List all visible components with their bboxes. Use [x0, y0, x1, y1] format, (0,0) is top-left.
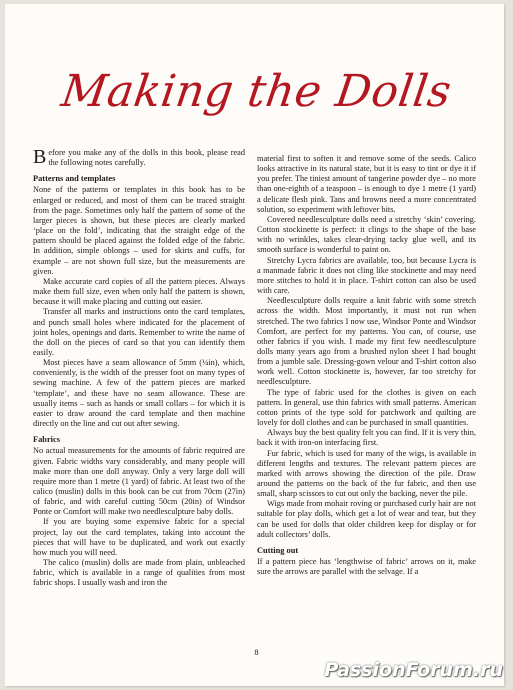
paragraph: Make accurate card copies of all the pattern pieces. Always make them full size, even when only half the pattern is shown, because it will make placing and cutting out easier.	[33, 276, 245, 307]
paragraph: If a pattern piece has ‘lengthwise of fabric’ arrows on it, make sure the arrows are parallel with the selvage. If a	[257, 557, 476, 577]
page-title: Making the Dolls	[58, 66, 455, 117]
watermark-logo: PassionForum.ru	[324, 659, 503, 681]
paragraph: Most pieces have a seam allowance of 5mm (¼in), which, conveniently, is the width of the presser foot on many types of sewing machine. A few of the pattern pieces are marked ‘template’, and these have no seam allowance. These are usually items – such as hands or small collars – for which it is easier to draw around the card template and then machine directly on the line and cut out after sewing.	[33, 358, 245, 429]
intro-paragraph: Before you make any of the dolls in this book, please read the following notes carefully.	[33, 146, 245, 168]
paragraph: Covered needlesculpture dolls need a stretchy ‘skin’ covering. Cotton stockinette is perfect: it clings to the shape of the base with no wrinkles, takes clear-drying tacky glue well, and its smooth surface is wonderful to paint on.	[257, 214, 476, 255]
paragraph: Wigs made from mohair roving or purchased curly hair are not suitable for play dolls, which get a lot of wear and tear, but they can be used for dolls that older children keep for display or for adult collectors’ dolls.	[257, 499, 476, 539]
heading-cutting-out: Cutting out	[257, 545, 299, 555]
paragraph: material first to soften it and remove some of the seeds. Calico looks attractive in its natural state, but it is easy to tint or dye it if you prefer. The tiniest amount of tangerine powder dye – no more than one-eighth of a teaspoon – is enough to dye 1 metre (1 yard) a delicate flesh pink. Tans and browns need a more concentrated solution, so experiment with leftover bits.	[257, 154, 476, 214]
drop-cap: B	[33, 146, 47, 168]
paragraph: Stretchy Lycra fabrics are available, too, but because Lycra is a manmade fabric it does not cling like stockinette and may need more stitches to hold it in place. T-shirt cotton can also be used with care.	[257, 255, 476, 296]
right-column	[257, 154, 476, 577]
paragraph: Always buy the best quality felt you can find. If it is very thin, back it with iron-on interfacing first.	[257, 428, 476, 448]
paragraph: If you are buying some expensive fabric for a special project, lay out the card templates, taking into account the pieces that will have to be duplicated, and work out exactly how much you will need.	[33, 517, 245, 557]
paragraph: No actual measurements for the amounts of fabric required are given. Fabric widths vary considerably, and many people will make more than one doll anyway. Only a very large doll will require more than 1 metre (1 yard) of fabric. At least two of the calico (muslin) dolls in this book can be cut from 70cm (27in) of fabric, and with careful cutting 50cm (20in) of Windsor Ponte or Comfort will make two needlesculpture baby dolls.	[33, 446, 245, 517]
heading-fabrics: Fabrics	[33, 435, 60, 445]
page-number: 8	[254, 647, 259, 657]
paragraph: The calico (muslin) dolls are made from plain, unbleached fabric, which is available in a range of qualities from most fabric shops. I usually wash and iron the	[33, 558, 245, 588]
paragraph: Fur fabric, which is used for many of the wigs, is available in different lengths and textures. The relevant pattern pieces are marked with arrows showing the direction of the pile. Draw around the patterns on the back of the fur fabric, and then use small, sharp scissors to cut out only the backing, never the pile.	[257, 448, 476, 499]
paragraph: None of the patterns or templates in this book has to be enlarged or reduced, and most of them can be traced straight from the page. Sometimes only half the pattern of some of the larger pieces is shown, but these pieces are clearly marked ‘place on the fold’, indicating that the straight edge of the pattern should be placed against the folded edge of the fabric. In addition, simple oblongs – used for skirts and cuffs, for example – are not shown full size, but the measurements are given.	[33, 185, 245, 276]
paragraph: The type of fabric used for the clothes is given on each pattern. In general, use thin fabrics with small patterns. American cotton prints of the type sold for patchwork and quilting are lovely for doll clothes and can be purchased in small quantities.	[257, 387, 476, 428]
paragraph: Needlesculpture dolls require a knit fabric with some stretch across the width. Most importantly, it must not run when stretched. The two fabrics I now use, Windsor Ponte and Windsor Comfort, are perfect for my patterns. You can, of course, use other fabrics if you wish. I made my first few needlesculpture dolls many years ago from a brushed nylon sheet I had bought from a jumble sale. Dressing-gown velour and T-shirt cotton also work well. Cotton stockinette is, however, far too stretchy for needlesculpture.	[257, 296, 476, 387]
paragraph: Transfer all marks and instructions onto the card templates, and punch small holes where indicated for the placement of joint holes, openings and darts. Remember to write the name of the doll on the pieces of card so that you can identify them easily.	[33, 307, 245, 357]
left-column	[33, 148, 245, 589]
heading-patterns: Patterns and templates	[33, 174, 116, 184]
